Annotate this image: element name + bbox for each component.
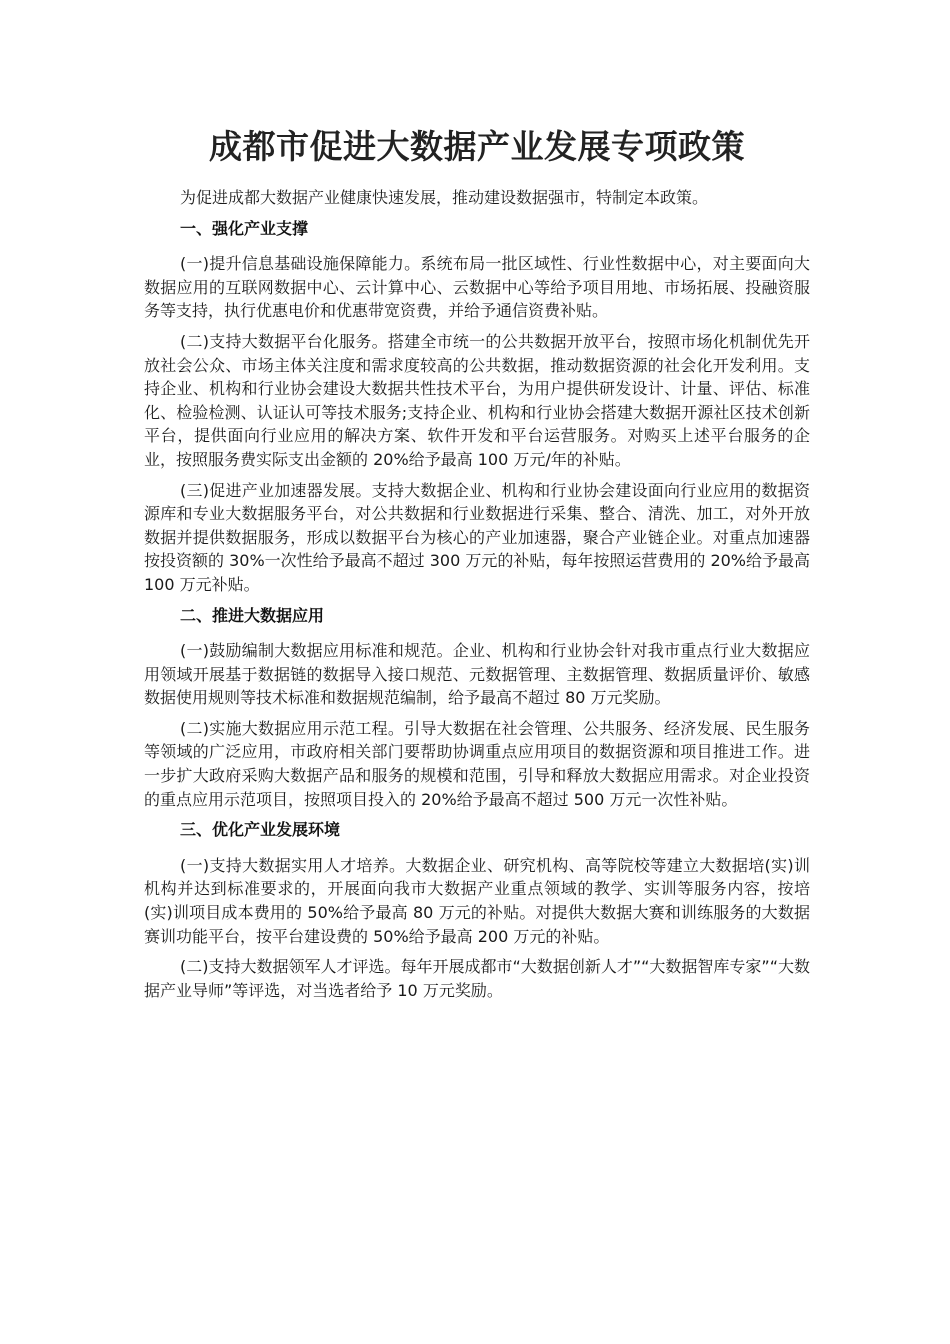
section-heading: 一、强化产业支撑 xyxy=(180,218,309,238)
section-paragraph: (一)支持大数据实用人才培养。大数据企业、研究机构、高等院校等建立大数据培(实)训机构并达到标准要求的，开展面向我市大数据产业重点领域的教学、实训等服务内容，按培(实)训项目成本费用的 50%给予最高 80 万元的补贴。对提供大数据大赛和训练服务的大数据赛训功能平台，按平台建设费的 50%给予最高 200 万元的补贴。 xyxy=(144,855,810,946)
section-1 xyxy=(144,217,810,597)
section-heading: 三、优化产业发展环境 xyxy=(180,820,341,840)
section-paragraph: (二)支持大数据领军人才评选。每年开展成都市“大数据创新人才”“大数据智库专家”“大数据产业导师”等评选，对当选者给予 10 万元奖励。 xyxy=(144,957,810,1000)
section-paragraph: (三)促进产业加速器发展。支持大数据企业、机构和行业协会建设面向行业应用的数据资源库和专业大数据服务平台，对公共数据和行业数据进行采集、整合、清洗、加工，对外开放数据并提供数据服务，形成以数据平台为核心的产业加速器，聚合产业链企业。对重点加速器按投资额的 30%一次性给予最高不超过 300 万元的补贴，每年按照运营费用的 20%给予最高 100 万元补贴。 xyxy=(144,480,811,594)
document-title: 成都市促进大数据产业发展专项政策 xyxy=(209,127,745,166)
section-paragraph: (二)实施大数据应用示范工程。引导大数据在社会管理、公共服务、经济发展、民生服务等领域的广泛应用，市政府相关部门要帮助协调重点应用项目的数据资源和项目推进工作。进一步扩大政府采购大数据产品和服务的规模和范围，引导和释放大数据应用需求。对企业投资的重点应用示范项目，按照项目投入的 20%给予最高不超过 500 万元一次性补贴。 xyxy=(144,718,810,809)
section-heading: 二、推进大数据应用 xyxy=(180,605,325,625)
intro-paragraph: 为促进成都大数据产业健康快速发展，推动建设数据强市，特制定本政策。 xyxy=(180,188,709,207)
section-paragraph: (二)支持大数据平台化服务。搭建全市统一的公共数据开放平台，按照市场化机制优先开放社会公众、市场主体关注度和需求度较高的公共数据，推动数据资源的社会化开发利用。支持企业、机构和行业协会建设大数据共性技术平台，为用户提供研发设计、计量、评估、标准化、检验检测、认证认可等技术服务;支持企业、机构和行业协会搭建大数据开源社区技术创新平台，提供面向行业应用的解决方案、软件开发和平台运营服务。对购买上述平台服务的企业，按照服务费实际支出金额的 20%给予最高 100 万元/年的补贴。 xyxy=(144,331,810,469)
section-paragraph: (一)鼓励编制大数据应用标准和规范。企业、机构和行业协会针对我市重点行业大数据应用领域开展基于数据链的数据导入接口规范、元数据管理、主数据管理、数据质量评价、敏感数据使用规则等技术标准和数据规范编制，给予最高不超过 80 万元奖励。 xyxy=(144,641,810,708)
section-paragraph: (一)提升信息基础设施保障能力。系统布局一批区域性、行业性数据中心，对主要面向大数据应用的互联网数据中心、云计算中心、云数据中心等给予项目用地、市场拓展、投融资服务等支持，执行优惠电价和优惠带宽资费，并给予通信资费补贴。 xyxy=(144,254,810,321)
section-3 xyxy=(144,818,810,1002)
section-2 xyxy=(144,604,810,812)
